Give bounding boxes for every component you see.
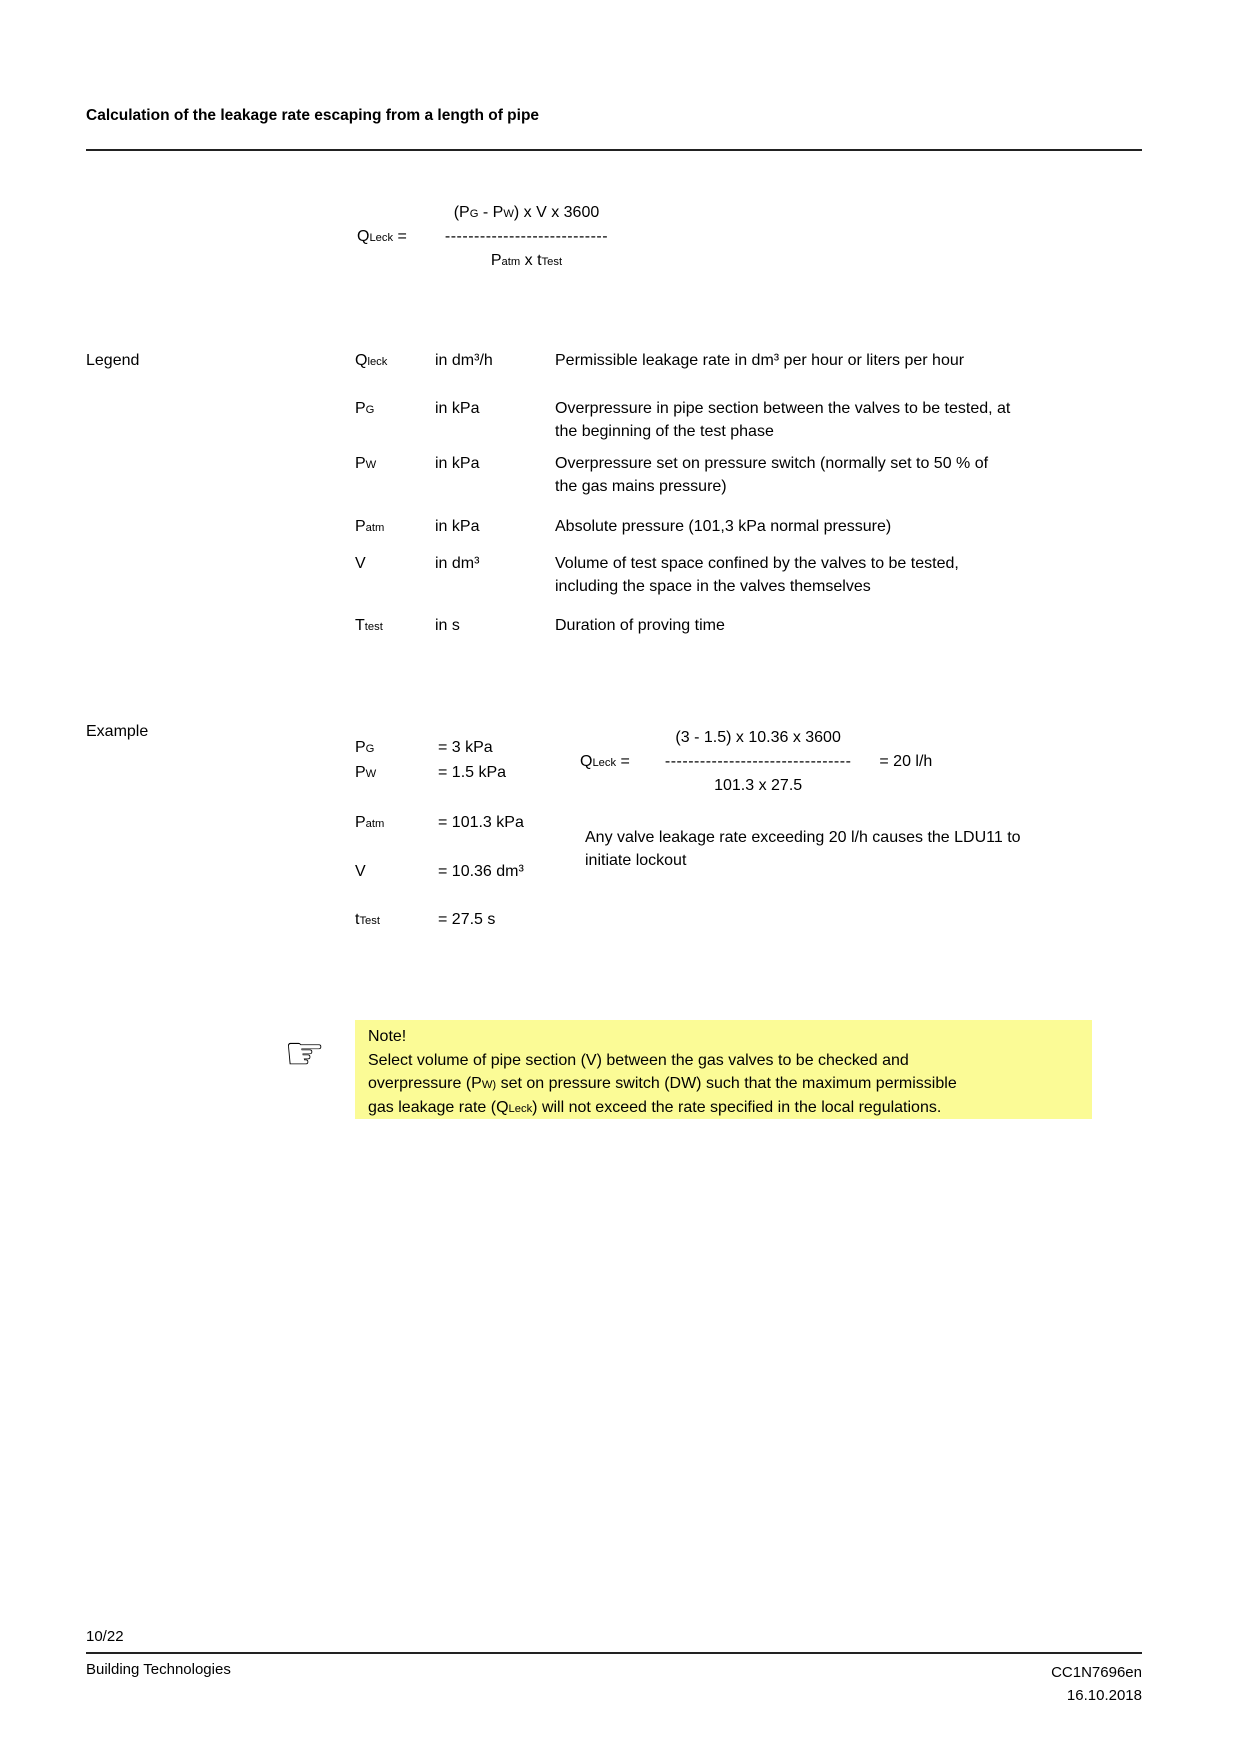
formula-numerator: (PG - PW) x V x 3600 <box>453 204 600 221</box>
legend-unit: in dm³/h <box>435 352 493 369</box>
legend-description-line: Permissible leakage rate in dm³ per hour or liters per hour <box>555 352 965 369</box>
example-value-row <box>355 735 524 760</box>
example-value: = 10.36 dm³ <box>438 863 524 880</box>
legend-description <box>555 515 1075 538</box>
legend-symbol: Patm <box>355 518 385 535</box>
legend-unit: in kPa <box>435 400 480 417</box>
example-symbol: Patm <box>355 814 385 831</box>
leakage-formula <box>357 201 608 273</box>
footer-rule <box>86 1652 1142 1654</box>
example-remark <box>585 826 1085 872</box>
legend-row <box>355 452 1055 498</box>
legend-table <box>355 349 1055 637</box>
legend-row <box>355 552 1055 598</box>
formula-fraction <box>445 201 608 273</box>
footer-date: 16.10.2018 <box>1066 1687 1142 1704</box>
legend-unit: in kPa <box>435 518 480 535</box>
example-formula-numerator: (3 - 1.5) x 10.36 x 3600 <box>675 729 841 746</box>
legend-description-line: Overpressure set on pressure switch (normally set to 50 % of <box>555 455 989 472</box>
legend-row <box>355 349 1055 372</box>
legend-heading: Legend <box>86 352 140 369</box>
legend-unit: in dm³ <box>435 555 480 572</box>
legend-description <box>555 349 1075 372</box>
legend-description <box>555 397 1075 443</box>
example-formula-fraction <box>665 726 852 798</box>
note-line: Select volume of pipe section (V) between the gas valves to be checked and <box>368 1051 909 1069</box>
example-value-row <box>355 810 524 835</box>
legend-description-line: Absolute pressure (101,3 kPa normal pressure) <box>555 518 892 535</box>
legend-description-line: Volume of test space confined by the valves to be tested, <box>555 555 959 572</box>
example-remark-line: initiate lockout <box>585 852 687 869</box>
example-symbol: tTest <box>355 911 380 928</box>
legend-description-line: Overpressure in pipe section between the valves to be tested, at <box>555 400 1011 417</box>
legend-description <box>555 614 1075 637</box>
legend-symbol: PW <box>355 455 377 472</box>
legend-description <box>555 452 1075 498</box>
footer-company: Building Technologies <box>86 1661 231 1678</box>
example-calculation <box>580 726 932 798</box>
example-value-row <box>355 907 524 932</box>
legend-symbol: Ttest <box>355 617 383 634</box>
footer-right-block <box>1051 1661 1142 1707</box>
example-formula-lhs: QLeck = <box>580 753 630 770</box>
legend-symbol: V <box>355 555 366 572</box>
page-title: Calculation of the leakage rate escaping from a length of pipe <box>86 107 540 124</box>
example-formula-result: = 20 l/h <box>879 753 933 770</box>
example-value: = 101.3 kPa <box>438 814 524 831</box>
legend-unit: in kPa <box>435 455 480 472</box>
formula-lhs: QLeck = <box>357 228 407 245</box>
example-value-row <box>355 760 524 785</box>
note-line: overpressure (PW) set on pressure switch (DW) such that the maximum permissible <box>368 1075 957 1092</box>
note-heading: Note! <box>368 1028 407 1045</box>
title-rule <box>86 149 1142 151</box>
note-line: gas leakage rate (QLeck) will not exceed the rate specified in the local regulations. <box>368 1098 942 1116</box>
legend-description-line: the gas mains pressure) <box>555 478 727 495</box>
example-formula-denominator: 101.3 x 27.5 <box>714 777 803 794</box>
legend-row <box>355 397 1055 443</box>
fraction-line: ---------------------------- <box>444 228 609 245</box>
formula-denominator: Patm x tTest <box>490 252 563 269</box>
legend-unit: in s <box>435 617 460 634</box>
pointing-hand-icon: ☞ <box>284 1026 326 1080</box>
legend-row <box>355 515 1055 538</box>
example-symbol: V <box>355 863 366 880</box>
legend-description-line: the beginning of the test phase <box>555 423 774 440</box>
example-remark-line: Any valve leakage rate exceeding 20 l/h causes the LDU11 to <box>585 829 1021 846</box>
note-box <box>355 1020 1092 1119</box>
example-value: = 1.5 kPa <box>438 764 507 781</box>
legend-symbol: Qleck <box>355 352 388 369</box>
legend-description-line: Duration of proving time <box>555 617 725 634</box>
example-value-row <box>355 859 524 884</box>
legend-description <box>555 552 1075 598</box>
legend-description-line: including the space in the valves themselves <box>555 578 871 595</box>
example-symbol: PW <box>355 764 377 781</box>
example-symbol: PG <box>355 739 375 756</box>
legend-symbol: PG <box>355 400 375 417</box>
example-value: = 27.5 s <box>438 911 496 928</box>
example-value: = 3 kPa <box>438 739 493 756</box>
example-values-table <box>355 735 524 932</box>
footer-page-number: 10/22 <box>86 1628 124 1645</box>
footer-doc-id: CC1N7696en <box>1051 1664 1142 1681</box>
example-fraction-line: -------------------------------- <box>664 753 852 770</box>
legend-row <box>355 614 1055 637</box>
example-heading: Example <box>86 723 149 740</box>
